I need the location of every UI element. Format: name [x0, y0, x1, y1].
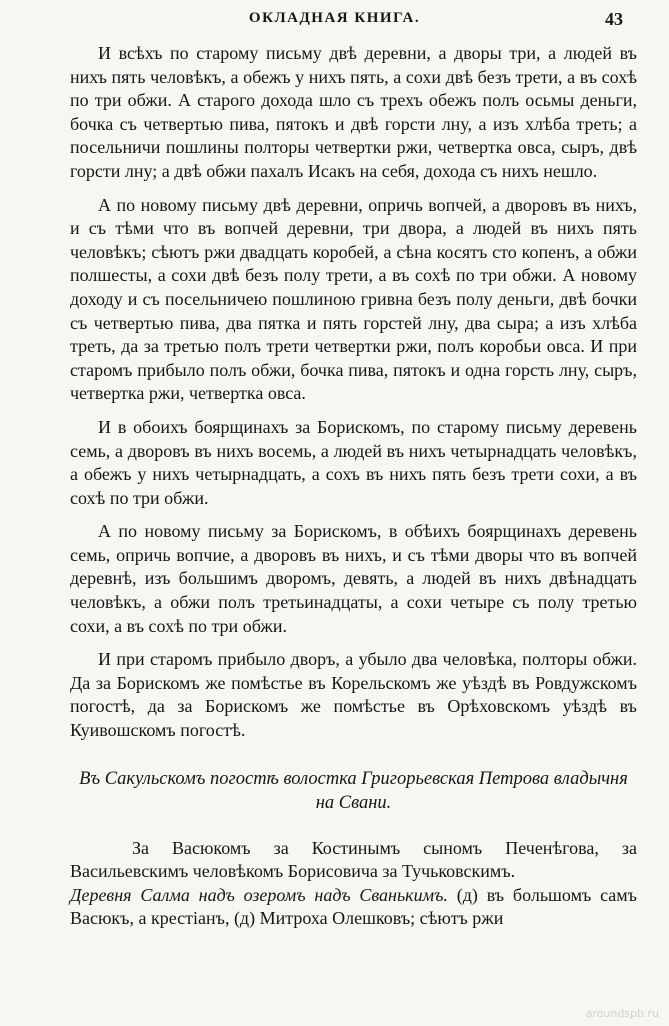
- section-heading: Въ Сакульскомъ погостѣ волостка Григорьевская Петрова владычня на Свани.: [79, 768, 628, 813]
- paragraph-1: И всѣхъ по старому письму двѣ деревни, а дворы три, а людей въ нихъ пять человѣкъ, а обежъ у нихъ пять, а сохи двѣ безъ трети, а въ сохѣ по три обжи. А старого дохода шло съ трехъ обежъ полъ осьмы деньги, бочка съ четвертью пива, пятокъ и двѣ горсти лну, а изъ хлѣба треть; а посельничи пошлины полторы четвертки ржи, четвертка овса, сыръ, двѣ горсти лну; а двѣ обжи пахалъ Исакъ на себя, дохода съ нихъ нешло.: [70, 43, 637, 181]
- paragraph-3: И в обоихъ боярщинахъ за Борискомъ, по старому письму деревень семь, а дворовъ въ нихъ восемь, а людей въ нихъ четырнадцать человѣкъ, а обежъ у нихъ четырнадцать, а сохъ въ нихъ пять безъ трети сохи, а въ сохѣ по три обжи.: [70, 416, 637, 508]
- running-title: ОКЛАДНАЯ КНИГА.: [248, 10, 421, 26]
- last-paragraph: [70, 884, 637, 931]
- page-header: [0, 10, 669, 34]
- last-paragraph-text: (д) въ большомъ самъ Васюкъ, а крестіанъ, (д) Митроха Олешковъ; сѣютъ ржи: [70, 884, 637, 929]
- paragraph-2: А по новому письму двѣ деревни, опричь вопчей, а дворовъ въ нихъ, и съ тѣми что въ вопчей деревни, три двора, а людей въ нихъ пять человѣкъ; сѣютъ ржи двадцать коробей, а сѣна косятъ сто копенъ, а обжи полшесты, а сохи двѣ безъ полу трети, а въ сохѣ по три обжи. А новому доходу и съ посельничею пошлиною гривна безъ полу деньги, двѣ бочки съ четвертью пива, два пятка и пять горстей лну, два сыра; а изъ хлѣба треть, да за третью полъ трети четвертки ржи, полъ коробьи овса. И при старомъ прибыло полъ обжи, бочка пива, пятокъ и одна горсть лну, сыръ, четвертка ржи, четвертка овса.: [70, 194, 637, 404]
- paragraph-4: А по новому письму за Борискомъ, в обѣихъ боярщинахъ деревень семь, опричь вопчие, а дворовъ въ нихъ, и съ тѣми дворы что въ вопчей деревнѣ, изъ большимъ дворомъ, девять, а людей въ нихъ двѣнадцать человѣкъ, а обжи полъ третьинадцаты, а сохи четыре съ полу третью сохи, а въ сохѣ по три обжи.: [70, 521, 637, 636]
- body-text: [70, 42, 637, 931]
- page-number: 43: [605, 9, 623, 29]
- paragraph-5: И при старомъ прибыло дворъ, а убыло два человѣка, полторы обжи. Да за Борискомъ же помѣстье въ Корельскомъ же уѣздѣ въ Ровдужскомъ погостѣ, да за Борискомъ же помѣстье въ Орѣховскомъ уѣздѣ въ Куивошскомъ погостѣ.: [70, 649, 637, 741]
- subheading: За Васюкомъ за Костинымъ сыномъ Печенѣгова, за Васильевскимъ человѣкомъ Борисовича за Тучьковскимъ.: [70, 837, 637, 882]
- watermark: aroundspb.ru: [585, 1007, 659, 1020]
- village-name: Деревня Салма надъ озеромъ надъ Сванькимъ.: [70, 884, 448, 905]
